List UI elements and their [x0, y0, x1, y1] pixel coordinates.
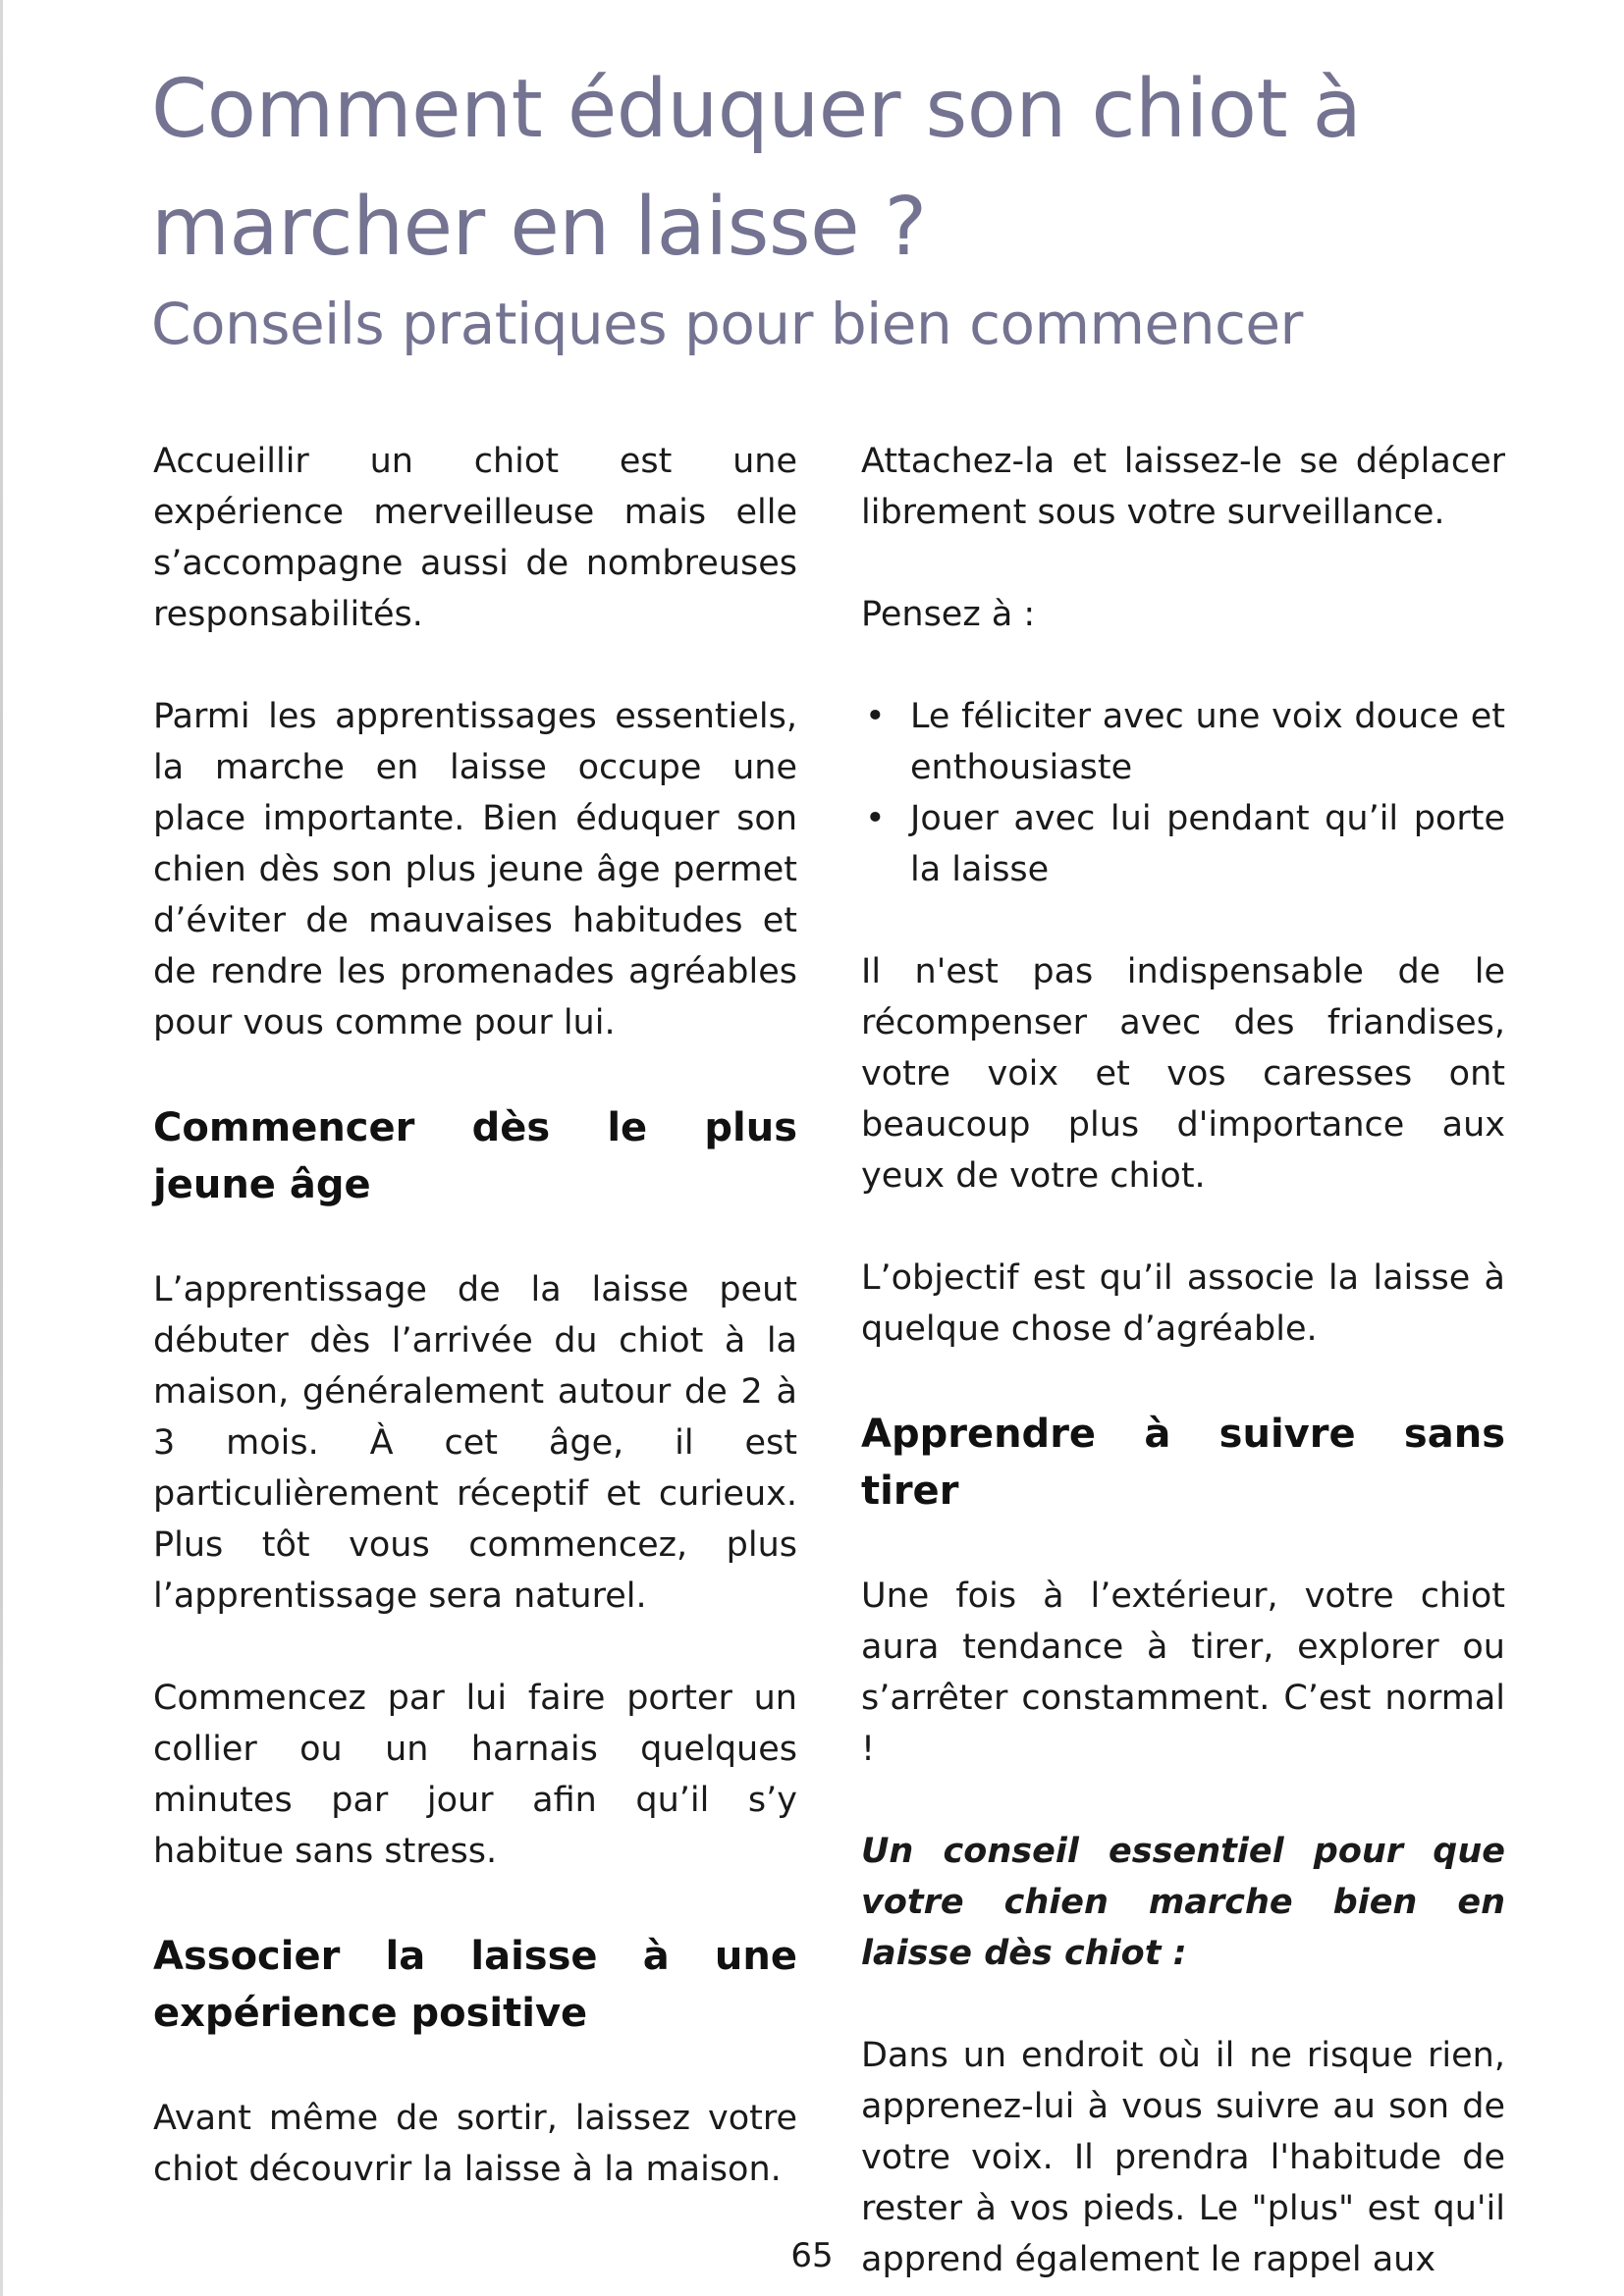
bullet-icon: •	[865, 799, 886, 838]
list-item-text: Le féliciter avec une voix douce et enthousiaste	[910, 697, 1505, 787]
title-line-2: marcher en laisse ?	[151, 181, 927, 274]
start-young-paragraph: L’apprentissage de la laisse peut débuter dès l’arrivée du chiot à la maison, généralement autour de 2 à 3 mois. À cet âge, il est particulièrement réceptif et curieux. Plus tôt vous commencez, plus l’apprentissage sera naturel.	[153, 1270, 797, 1616]
list-item	[861, 691, 1505, 793]
essential-tip-callout: Un conseil essentiel pour que votre chien marche bien en laisse dès chiot :	[861, 1832, 1505, 1973]
intro-paragraph: Accueillir un chiot est une expérience merveilleuse mais elle s’accompagne aussi de nombreuses responsabilités.	[153, 442, 797, 634]
essentials-paragraph: Parmi les apprentissages essentiels, la marche en laisse occupe une place importante. Bien éduquer son chien dès son plus jeune âge permet d’éviter de mauvaises habitudes et de rendre les promenades agréables pour vous comme pour lui.	[153, 697, 797, 1042]
page-header	[151, 51, 1506, 361]
section-heading-start-young: Commencer dès le plus jeune âge	[153, 1105, 797, 1207]
page-number: 65	[790, 2236, 834, 2275]
section-heading-positive-experience: Associer la laisse à une expérience positive	[153, 1934, 797, 2036]
list-item	[861, 793, 1505, 895]
section-heading-follow-without-pulling: Apprendre à suivre sans tirer	[861, 1412, 1505, 1514]
collar-paragraph: Commencez par lui faire porter un collier ou un harnais quelques minutes par jour afin qu’il s’y habitue sans stress.	[153, 1679, 797, 1871]
page-title	[151, 51, 1506, 287]
rewards-paragraph: Il n'est pas indispensable de le récompenser avec des friandises, votre voix et vos caresses ont beaucoup plus d'importance aux yeux de votre chiot.	[861, 952, 1505, 1196]
attach-paragraph: Attachez-la et laissez-le se déplacer librement sous votre surveillance.	[861, 442, 1505, 532]
title-line-1: Comment éduquer son chiot à	[151, 63, 1362, 156]
page-subtitle: Conseils pratiques pour bien commencer	[151, 291, 1303, 357]
tips-list	[861, 691, 1505, 895]
objective-paragraph: L’objectif est qu’il associe la laisse à quelque chose d’agréable.	[861, 1258, 1505, 1349]
list-item-text: Jouer avec lui pendant qu’il porte la laisse	[910, 799, 1505, 889]
left-column	[153, 436, 797, 2195]
safe-place-paragraph: Dans un endroit où il ne risque rien, apprenez-lui à vous suivre au son de votre voix. Il prendra l'habitude de rester à vos pieds. Le "plus" est qu'il apprend également le rappel aux	[861, 2036, 1505, 2279]
right-column	[861, 436, 1505, 2285]
page-edge-shadow	[0, 0, 3, 2296]
discover-leash-paragraph: Avant même de sortir, laissez votre chiot découvrir la laisse à la maison.	[153, 2099, 797, 2189]
bullet-icon: •	[865, 697, 886, 736]
pensez-label: Pensez à :	[861, 595, 1036, 634]
outside-paragraph: Une fois à l’extérieur, votre chiot aura tendance à tirer, explorer ou s’arrêter constamment. C’est normal !	[861, 1576, 1505, 1769]
